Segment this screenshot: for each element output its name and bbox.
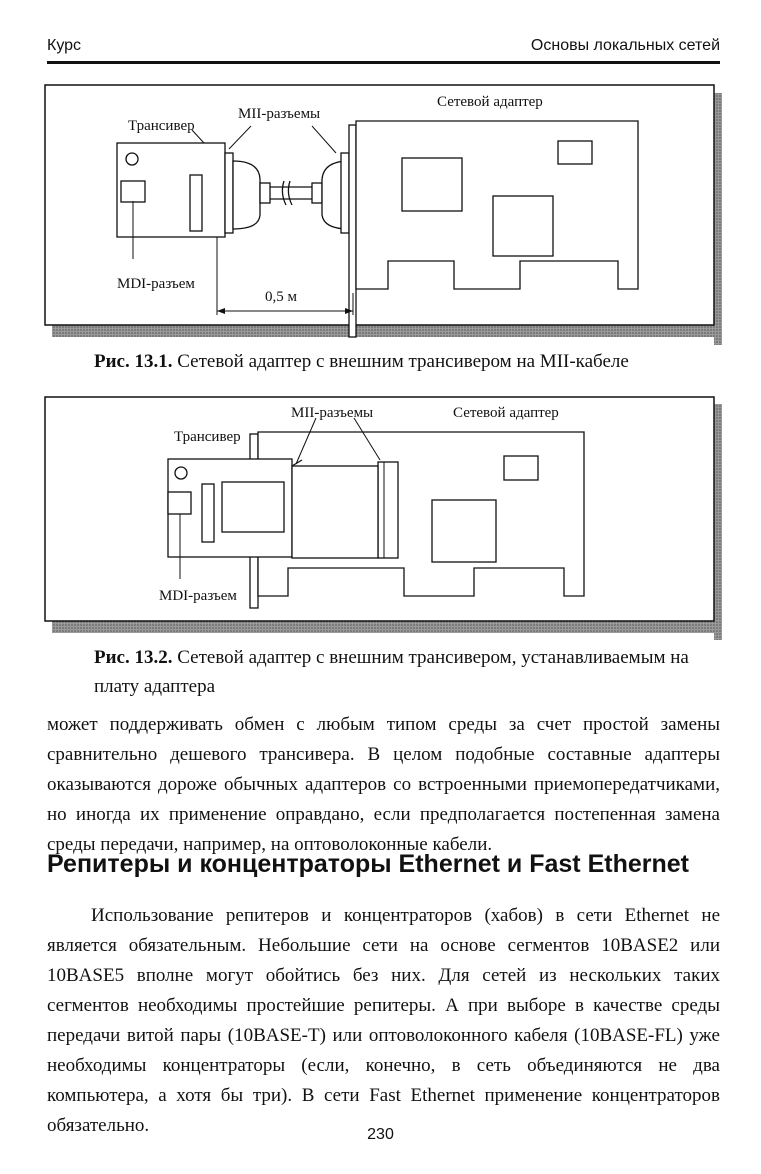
adapter-chip-1 [402, 158, 462, 211]
caption-text: Сетевой адаптер с внешним трансивером, устанавливаемым на плату адаптера [94, 647, 689, 697]
label-network-adapter: Сетевой адаптер [453, 405, 559, 421]
figure-13-1 [44, 83, 722, 345]
transceiver-module [222, 482, 284, 532]
adapter-mii-connector [378, 462, 398, 558]
cable-boot-left [260, 183, 270, 203]
figure-13-2-diagram [44, 396, 722, 640]
label-mdi-connector: MDI-разъем [159, 588, 237, 604]
page-number: 230 [367, 1126, 394, 1143]
label-mii-connectors: MII-разъемы [238, 106, 321, 122]
caption-number: Рис. 13.1. [94, 351, 173, 372]
label-transceiver: Трансивер [128, 118, 195, 134]
caption-number: Рис. 13.2. [94, 647, 173, 668]
label-transceiver: Трансивер [174, 429, 241, 445]
label-network-adapter: Сетевой адаптер [437, 94, 543, 110]
frame-shadow-right [714, 93, 722, 345]
figure-13-2 [44, 396, 722, 640]
figure-13-2-caption [94, 643, 704, 701]
adapter-chip-3 [558, 141, 592, 164]
adapter-chip-2 [504, 456, 538, 480]
label-distance: 0,5 м [265, 289, 297, 305]
label-mdi-connector: MDI-разъем [117, 276, 195, 292]
adapter-chip-2 [493, 196, 553, 256]
cable-boot-right [312, 183, 322, 203]
running-head [47, 37, 720, 61]
transceiver-mii-flange [225, 153, 233, 233]
frame-shadow-right [714, 404, 722, 640]
transceiver-chip [190, 175, 202, 231]
frame-shadow-bottom [52, 325, 722, 337]
header-course: Курс [47, 37, 82, 54]
label-mii-connectors: MII-разъемы [291, 405, 374, 421]
paragraph-repeaters: Использование репитеров и концентраторов (хабов) в сети Ethernet не является обязательным. Небольшие сети на основе сегментов 10BASE2 или 10BASE5 вполне могут обойтись без них. Для сетей из нескольких таких сегментов необходимы простейшие репитеры. А при выборе в качестве среды передачи витой пары (10BASE-T) или оптоволоконного кабеля (10BASE-FL) уже необходимы концентраторы (если, конечно, в сеть объединяются не два компьютера, а хотя бы три). В сети Fast Ethernet применение концентраторов обязательно. [47, 905, 720, 1136]
header-rule [47, 61, 720, 64]
adapter-mii-flange [341, 153, 349, 233]
paragraph-continuation: может поддерживать обмен с любым типом среды за счет простой замены сравнительно дешевого трансивера. В целом подобные составные адаптеры оказываются дороже обычных адаптеров со встроенными приемопередатчиками, но иногда их применение оправдано, если предполагается постепенная замена среды передачи, например, на оптоволоконные кабели. [47, 714, 720, 855]
transceiver-led [175, 467, 187, 479]
header-book-title: Основы локальных сетей [530, 37, 720, 54]
section-title: Репитеры и концентраторы Ethernet и Fast Ethernet [47, 850, 689, 878]
transceiver-led [126, 153, 138, 165]
adapter-chip-1 [432, 500, 496, 562]
transceiver-mii-plug [292, 466, 378, 558]
frame-shadow-bottom [52, 621, 722, 633]
transceiver-mii-plug [233, 161, 260, 229]
mdi-connector [121, 181, 145, 202]
mdi-connector [168, 492, 191, 514]
figure-13-1-caption [94, 347, 704, 376]
caption-text: Сетевой адаптер с внешним трансивером на MII-кабеле [172, 351, 629, 372]
transceiver-chip [202, 484, 214, 542]
